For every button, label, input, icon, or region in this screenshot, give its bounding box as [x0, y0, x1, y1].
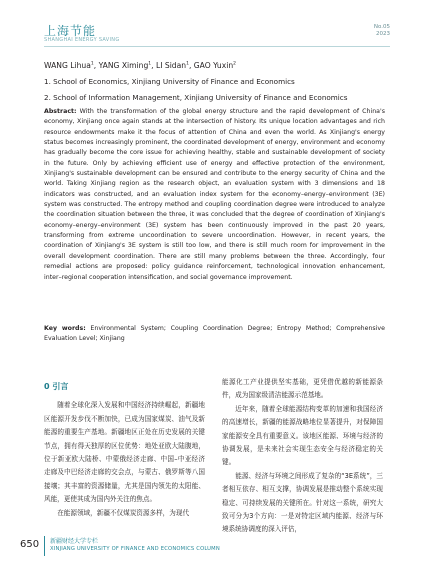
keywords [44, 324, 385, 345]
journal-title-cn: 上海节能 [44, 24, 97, 38]
author-affiliation-mark: 1 [90, 61, 94, 67]
body-paragraph: 随着全球化深入发展和中国经济持续崛起，新疆地区能源开发步伐不断加快，已成为国家煤炭、油气及新能源的重要生产基地。新疆地区正处在历史发展的关键节点，拥有得天独厚的区位优势：地处亚欧大陆腹地，位于新亚欧大陆桥、中蒙俄经济走廊、中国–中亚经济走廊及中巴经济走廊的交会点，与蒙古、俄罗斯等八国接壤；其丰富的资源储量，尤其是国内领先的太阳能、风能，更使其成为国内外关注的焦点。 [44, 401, 205, 504]
author-list: WANG Lihua$^1$, YANG Ximing$^1$, LI Sidan$^1$, GAO Yuxin$^2$ [44, 61, 237, 70]
issue-info [374, 24, 390, 38]
body-paragraph: 近年来，随着全球能源结构变革的加速和我国经济的高速增长，新疆的能源战略地位显著提升，对保障国家能源安全具有重要意义。该地区能源、环境与经济的协调发展，是未来社会实现生态安全与经济稳定的关键。 [222, 404, 383, 467]
keywords-label: Key words: [44, 325, 86, 332]
abstract-text: With the transformation of the global energy structure and the rapid development of China's economy, Xinjiang once again stands at the intersection of history. Its unique location advantages and rich resource endowments make it the focus of attention of China and even the world. As Xinjiang's energy status becomes increasingly prominent, the coordinated development of energy, environment and economy has gradually become the core issue for achieving healthy, stable and sustainable development of society in the future. Only by achieving efficient use of energy and effective protection of the environment, Xinjiang's sustainable development can be ensured and contribute to the energy security of China and the world. Taking Xinjiang region as the research object, an evaluation system with 3 dimensions and 18 indicators was constructed, and an evaluation index system for the economy–energy–environment (3E) system was constructed. The entropy method and coupling coordination degree were introduced to analyze the coordination situation between the three, it was concluded that the degree of coordination of Xinjiang's economy–energy–environment (3E) system has been continuously improved in the past 20 years, transforming from extreme uncoordination to severe uncoordination. However, in recent years, the coordination of Xinjiang's 3E system is still too low, and there is still much room for improvement in the overall development coordination. There are still many problems between the three. Accordingly, four remedial actions are proposed: policy guidance reinforcement, technological innovation enhancement, inter–regional cooperation intensification, and social governance improvement. [44, 108, 385, 281]
affiliation-2: 2. School of Information Management, Xinjiang University of Finance and Economics [44, 93, 348, 102]
issue-year: 2023 [376, 31, 390, 37]
abstract [44, 107, 385, 283]
abstract-label: Abstract: [44, 108, 77, 115]
author-name: WANG Lihua [44, 61, 91, 70]
author-name: YANG Ximing [98, 61, 149, 70]
author-affiliation-mark: 2 [233, 61, 237, 67]
footer-column-en: XINJIANG UNIVERSITY OF FINANCE AND ECONOMICS COLUMN [50, 546, 220, 552]
body-paragraph: 在能源领域，新疆不仅煤炭资源多样，为现代 [57, 508, 190, 517]
body-right-column [222, 376, 383, 537]
author-affiliation-mark: 1 [186, 61, 189, 67]
body-left-column [44, 380, 205, 520]
body-paragraph-continued: 能源化工产业提供坚实基础，更凭借优越的新能源条件，成为国家级清洁能源示范基地。 [222, 378, 383, 400]
header-divider [44, 46, 390, 47]
author-name: LI Sidan [155, 61, 187, 70]
author-name: GAO Yuxin [193, 61, 234, 70]
author-affiliation-mark: 1 [148, 61, 152, 67]
affiliation-1: 1. School of Economics, Xinjiang University of Finance and Economics [44, 77, 295, 86]
issue-number: No.05 [373, 24, 390, 30]
keywords-text: Environmental System; Coupling Coordination Degree; Entropy Method; Comprehensive Evaluation Level; Xinjiang [44, 325, 385, 343]
page-number: 650 [20, 539, 40, 550]
journal-title-en: SHANGHAI ENERGY SAVING [44, 37, 120, 43]
body-paragraph: 能源、经济与环境之间形成了复杂的“3E系统”，三者相互依存、相互支撑，协调发展是推动整个系统实现稳定、可持续发展的关键所在。针对这一系统，研究大致可分为3个方向：一是对特定区域内能源、经济与环境系统协调度的深入评估， [222, 471, 383, 534]
footer-column-cn: 新疆财经大学专栏 [50, 538, 99, 545]
footer-divider [44, 536, 45, 556]
section-title: 0 引言 [44, 382, 69, 391]
